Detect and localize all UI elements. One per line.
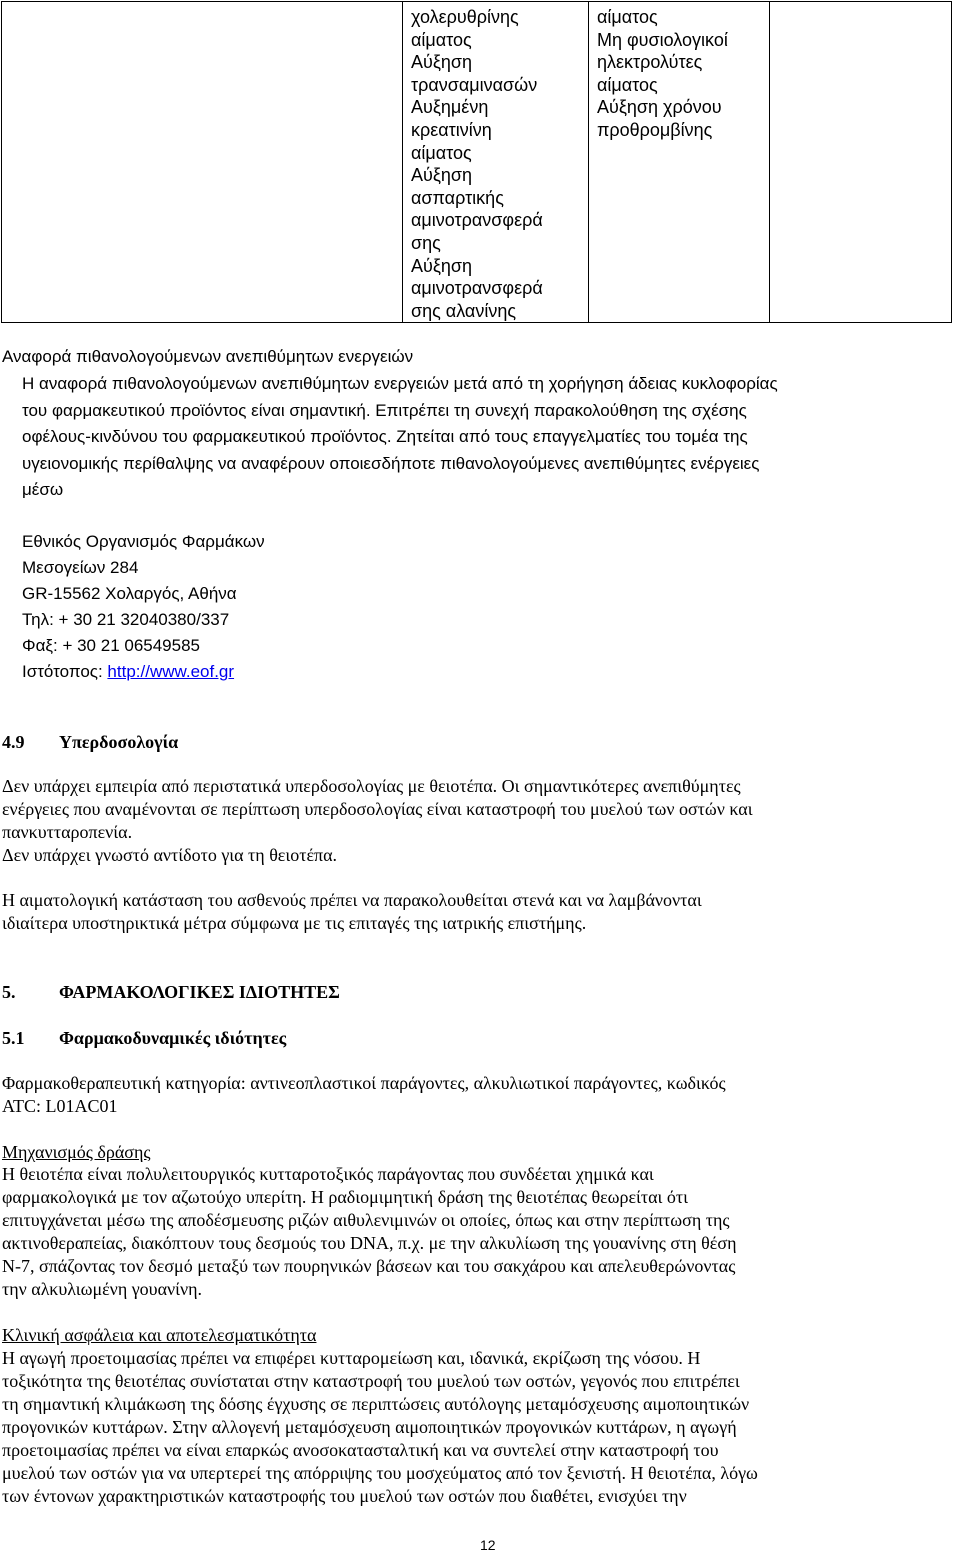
page-number: 12 — [480, 1537, 496, 1553]
text-line: Η αγωγή προετοιμασίας πρέπει να επιφέρει κυτταρομείωση και, ιδανικά, εκρίζωση της νόσου. Η — [2, 1348, 701, 1368]
table-cell-line: Αύξηση — [411, 165, 473, 186]
text-line: Δεν υπάρχει γνωστό αντίδοτο για τη θειοτέπα. — [2, 845, 338, 865]
adr-heading: Αναφορά πιθανολογούμενων ανεπιθύμητων ενεργειών — [2, 347, 414, 366]
table-cell-line: τρανσαμινασών — [411, 74, 538, 95]
table-cell-line: Αύξηση χρόνου — [597, 97, 722, 118]
table-cell-line: αίματος — [411, 142, 472, 163]
mechanism-heading: Μηχανισμός δράσης — [2, 1142, 151, 1162]
table-cell-line: αίματος — [411, 29, 472, 50]
text-line: επιτυγχάνεται μέσω της αποδέσμευσης ριζών αιθυλενιμινών οι οποίες, όπως και στην περίπτωση της — [2, 1210, 730, 1230]
text-line: GR-15562 Χολαργός, Αθήνα — [22, 584, 237, 603]
table-cell-line: σης — [411, 232, 441, 253]
table-column-2 — [403, 2, 589, 322]
section-5-title: ΦΑΡΜΑΚΟΛΟΓΙΚΕΣ ΙΔΙΟΤΗΤΕΣ — [59, 982, 340, 1002]
text-line: μέσω — [22, 480, 64, 499]
table-cell-line: ηλεκτρολύτες — [597, 52, 703, 73]
table-cell-line: Αυξημένη — [411, 97, 489, 118]
website-line — [22, 662, 234, 682]
section-5-1-number: 5.1 — [2, 1028, 25, 1048]
text-line: προγονικών κυττάρων. Στην αλλογενή μεταμόσχευση αιμοποιητικών προγονικών κυττάρων, η αγωγή — [2, 1417, 737, 1437]
text-line: τοξικότητα της θειοτέπας συνίσταται στην καταστροφή του μυελού των οστών, γεγονός που επιτρέπει — [2, 1371, 740, 1391]
text-line: την αλκυλιωμένη γουανίνη. — [2, 1279, 203, 1299]
table-cell-line: ασπαρτικής — [411, 187, 504, 208]
text-line: Η αναφορά πιθανολογούμενων ανεπιθύμητων ενεργειών μετά από τη χορήγηση άδειας κυκλοφορίας — [22, 374, 778, 393]
table-cell-line: αίματος — [597, 74, 658, 95]
text-line: φαρμακολογικά με τον αζωτούχο υπερίτη. Η ραδιομιμητική δράση της θειοτέπας θεωρείται ότι — [2, 1187, 688, 1207]
text-line: ενέργειες που αναμένονται σε περίπτωση υπερδοσολογίας είναι καταστροφή του μυελού των οστών και — [2, 799, 753, 819]
table-column-4 — [770, 2, 953, 322]
table-cell-line: κρεατινίνη — [411, 119, 492, 140]
table-cell-line: αμινοτρανσφερά — [411, 278, 543, 299]
text-line: οφέλους-κινδύνου του φαρμακευτικού προϊόντος. Ζητείται από τους επαγγελματίες του τομέα της — [22, 427, 748, 446]
table-cell-line: σης αλανίνης — [411, 300, 517, 321]
text-line: Φαξ: + 30 21 06549585 — [22, 636, 201, 655]
text-line: Εθνικός Οργανισμός Φαρμάκων — [22, 532, 265, 551]
text-line: του φαρμακευτικού προϊόντος είναι σημαντική. Επιτρέπει τη συνεχή παρακολούθηση της σχέσης — [22, 400, 747, 420]
text-line: των έντονων χαρακτηριστικών καταστροφής του μυελού των οστών που διαθέτει, ενισχύει την — [2, 1486, 687, 1506]
text-line: ιδιαίτερα υποστηρικτικά μέτρα σύμφωνα με τις επιταγές της ιατρικής επιστήμης. — [2, 913, 587, 933]
text-line: υγειονομικής περίθαλψης να αναφέρουν οποιεσδήποτε πιθανολογούμενες ανεπιθύμητες ενέργειες — [22, 453, 760, 473]
adverse-reactions-table — [1, 1, 952, 323]
text-line: μυελού των οστών για να υπερτερεί της απόρριψης του μοσχεύματος από τον ξενιστή. Η θειοτέπα, λόγω — [2, 1463, 758, 1483]
table-cell-line: χολερυθρίνης — [411, 7, 519, 27]
table-cell-line: Αύξηση — [411, 255, 473, 276]
table-cell-lab-findings — [403, 2, 588, 322]
table-cell-line: αμινοτρανσφερά — [411, 210, 543, 231]
section-4-9-title: Υπερδοσολογία — [59, 732, 179, 752]
text-line: Η θειοτέπα είναι πολυλειτουργικός κυτταροτοξικός παράγοντας που συνδέεται χημικά και — [2, 1164, 654, 1184]
website-link[interactable]: http://www.eof.gr — [107, 662, 235, 681]
table-cell-line: προθρομβίνης — [597, 119, 713, 140]
text-line: Φαρμακοθεραπευτική κατηγορία: αντινεοπλαστικοί παράγοντες, αλκυλιωτικοί παράγοντες, κωδικός — [2, 1073, 726, 1093]
section-4-9-number: 4.9 — [2, 732, 25, 752]
text-line: Δεν υπάρχει εμπειρία από περιστατικά υπερδοσολογίας με θειοτέπα. Οι σημαντικότερες ανεπιθύμητες — [2, 776, 741, 796]
table-cell-line: Αύξηση — [411, 52, 473, 73]
text-line: ακτινοθεραπείας, διακόπτουν τους δεσμούς του DNA, π.χ. με την αλκυλίωση της γουανίνης στη θέση — [2, 1233, 737, 1253]
table-column-1 — [2, 2, 403, 322]
table-cell-lab-findings-2 — [589, 2, 769, 142]
section-5-number: 5. — [2, 982, 16, 1002]
text-line: N-7, σπάζοντας τον δεσμό μεταξύ των πουρηνικών βάσεων και του σακχάρου και απελευθερώνοντας — [2, 1256, 736, 1276]
text-line: πανκυτταροπενία. — [2, 822, 133, 842]
table-cell-line: Μη φυσιολογικοί — [597, 29, 728, 50]
text-line: Τηλ: + 30 21 32040380/337 — [22, 610, 230, 629]
clinical-safety-heading: Κλινική ασφάλεια και αποτελεσματικότητα — [2, 1325, 317, 1345]
text-line: Η αιματολογική κατάσταση του ασθενούς πρέπει να παρακολουθείται στενά και να λαμβάνονται — [2, 890, 702, 910]
section-5-1-title: Φαρμακοδυναμικές ιδιότητες — [59, 1028, 287, 1048]
text-line: προετοιμασίας πρέπει να είναι επαρκώς ανοσοκατασταλτική και να συντελεί στην καταστροφή του — [2, 1440, 719, 1460]
website-label: Ιστότοπος: — [22, 662, 108, 681]
table-column-3 — [589, 2, 770, 322]
text-line: Μεσογείων 284 — [22, 558, 139, 577]
text-line: ATC: L01AC01 — [2, 1096, 118, 1116]
text-line: τη σημαντική κλιμάκωση της δόσης έγχυσης σε περιπτώσεις αυτόλογης μεταμόσχευσης αιμοποιητικών — [2, 1394, 750, 1414]
table-cell-line: αίματος — [597, 7, 658, 27]
